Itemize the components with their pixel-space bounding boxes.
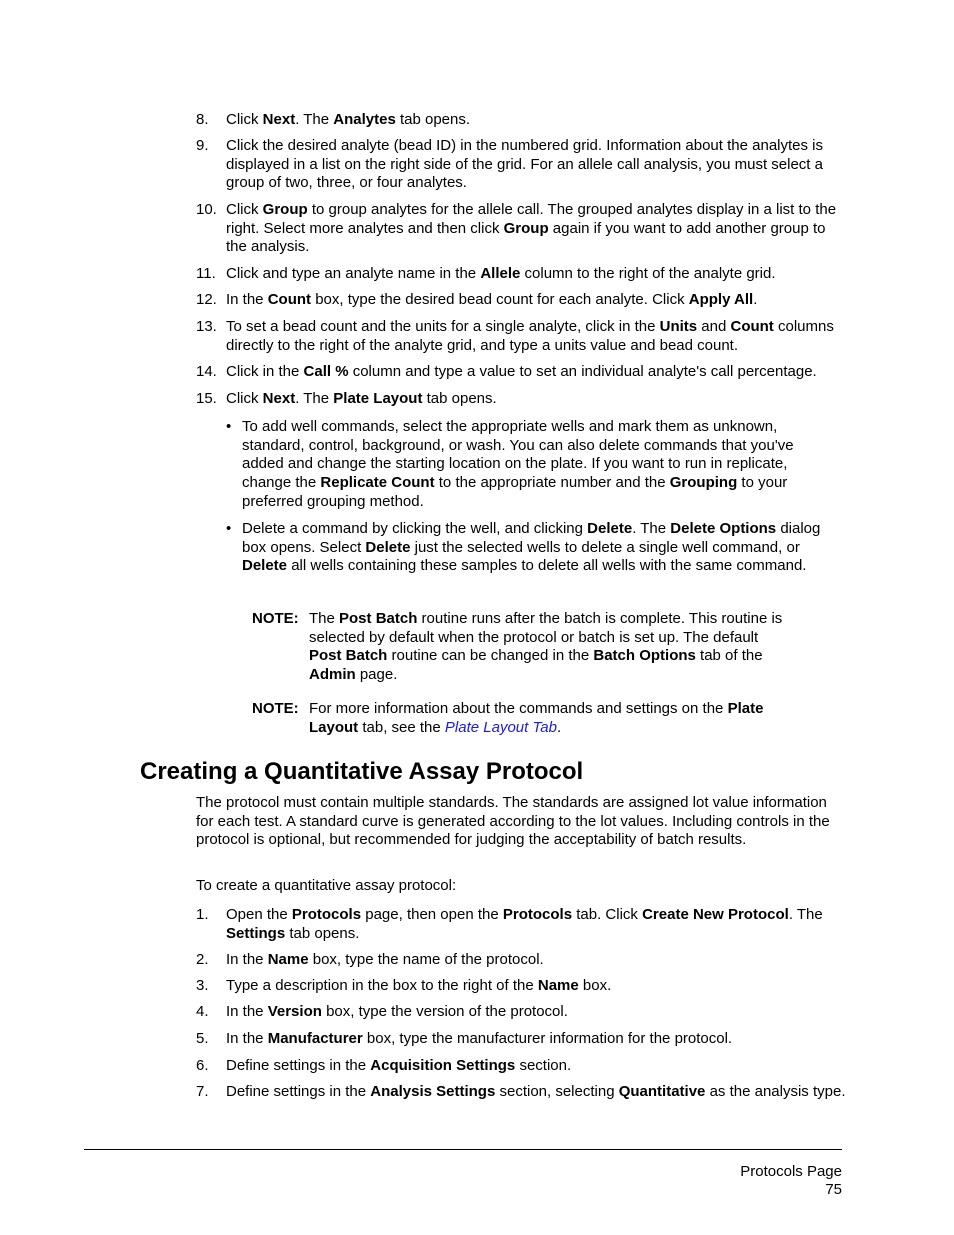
page-footer <box>740 1163 842 1199</box>
bold-term: Units <box>659 318 698 335</box>
step-number: 10. <box>196 201 217 218</box>
note-label: NOTE: <box>252 610 299 627</box>
step-number: 13. <box>196 318 217 335</box>
step-14 <box>196 363 846 382</box>
step-number: 3. <box>196 977 209 994</box>
bold-term: Protocols <box>502 906 573 923</box>
note-plate-layout <box>252 700 792 737</box>
step-number: 1. <box>196 906 209 923</box>
cross-reference-link[interactable]: Plate Layout Tab <box>444 718 557 736</box>
bold-term: Name <box>537 977 579 994</box>
bullet-text: Delete a command by clicking the well, and clicking Delete. The Delete Options dialog box opens. Select Delete just the selected wells to delete a single well command, or Delete all wells containing these samples to delete all wells with the same command. <box>242 520 821 575</box>
bold-term: Allele <box>480 265 521 282</box>
step-text: Click the desired analyte (bead ID) in the numbered grid. Information about the analytes is displayed in a list on the right side of the grid. For an allele call analysis, you must select a group of two, three, or four analytes. <box>226 137 823 192</box>
step-7 <box>196 1083 846 1102</box>
bullet-item <box>226 418 826 512</box>
bold-term: Create New Protocol <box>642 906 789 923</box>
step-text: To set a bead count and the units for a single analyte, click in the Units and Count columns directly to the right of the analyte grid, and type a units value and bead count. <box>226 318 834 354</box>
note-text: The Post Batch routine runs after the batch is complete. This routine is selected by default when the protocol or batch is set up. The default Post Batch routine can be changed in the Batch Options tab of the Admin page. <box>309 610 783 684</box>
step-text: Define settings in the Analysis Settings section, selecting Quantitative as the analysis type. <box>226 1083 846 1100</box>
bullet-item <box>226 520 826 576</box>
step-text: Click Group to group analytes for the allele call. The grouped analytes display in a list to the right. Select more analytes and then click Group again if you want to add another group to the analysis. <box>226 201 837 256</box>
bold-term: Batch Options <box>593 647 696 665</box>
step-number: 12. <box>196 291 217 308</box>
bold-term: Delete <box>242 557 288 575</box>
step-15 <box>196 390 846 409</box>
note-post-batch <box>252 610 792 685</box>
step-number: 7. <box>196 1083 209 1100</box>
step-text: In the Version box, type the version of the protocol. <box>226 1003 568 1020</box>
step-9 <box>196 137 846 193</box>
bold-term: Quantitative <box>618 1083 706 1100</box>
bold-term: Manufacturer <box>267 1030 363 1047</box>
step-text: Click and type an analyte name in the Allele column to the right of the analyte grid. <box>226 265 776 282</box>
step-4 <box>196 1003 846 1022</box>
bold-term: Count <box>267 291 312 308</box>
bold-term: Replicate Count <box>320 474 435 492</box>
note-text: For more information about the commands and settings on the Plate Layout tab, see the Plate Layout Tab. <box>309 700 764 736</box>
step-text: Click Next. The Analytes tab opens. <box>226 111 471 128</box>
bold-term: Grouping <box>669 474 738 492</box>
step-number: 8. <box>196 111 209 128</box>
bold-term: Count <box>730 318 774 335</box>
bold-term: Next <box>262 390 296 407</box>
step-number: 5. <box>196 1030 209 1047</box>
step-1 <box>196 906 846 943</box>
bold-term: Acquisition Settings <box>370 1057 516 1074</box>
bold-term: Group <box>262 201 308 218</box>
bold-term: Next <box>262 111 296 128</box>
step-10 <box>196 201 846 257</box>
bullet-text: To add well commands, select the appropriate wells and mark them as unknown, standard, control, background, or wash. You can also delete commands that you've added and change the starting location on the plate. If you want to run in replicate, change the Replicate Count to the appropriate number and the Grouping to your preferred grouping method. <box>242 418 794 510</box>
step-text: Click Next. The Plate Layout tab opens. <box>226 390 497 407</box>
page-number: 75 <box>825 1181 842 1198</box>
step-2 <box>196 951 846 970</box>
bold-term: Settings <box>226 924 286 942</box>
section-heading: Creating a Quantitative Assay Protocol <box>140 758 584 785</box>
bold-term: Call % <box>303 363 349 380</box>
step-number: 6. <box>196 1057 209 1074</box>
bold-term: Delete Options <box>670 520 777 537</box>
bold-term: Delete <box>365 538 411 556</box>
bold-term: Plate Layout <box>309 700 764 736</box>
step-5 <box>196 1030 846 1049</box>
bold-term: Name <box>267 951 309 968</box>
step-8 <box>196 111 846 130</box>
step-text: Define settings in the Acquisition Settings section. <box>226 1057 572 1074</box>
note-label: NOTE: <box>252 700 299 717</box>
bold-term: Plate Layout <box>333 390 423 407</box>
bold-term: Apply All <box>688 291 754 308</box>
step-number: 11. <box>196 265 216 282</box>
bold-term: Protocols <box>291 906 362 923</box>
step-12 <box>196 291 846 310</box>
step-13 <box>196 318 846 355</box>
step-text: In the Name box, type the name of the protocol. <box>226 951 544 968</box>
intro-paragraph: The protocol must contain multiple standards. The standards are assigned lot value information for each test. A standard curve is generated according to the lot values. Including controls in the protocol is optional, but recommended for judging the acceptability of batch results. <box>196 794 830 849</box>
bold-term: Analytes <box>333 111 396 128</box>
bold-term: Version <box>267 1003 322 1020</box>
lead-paragraph: To create a quantitative assay protocol: <box>196 877 457 894</box>
bold-term: Group <box>503 219 549 237</box>
bullet-glyph: • <box>226 418 232 435</box>
footer-divider <box>84 1149 842 1150</box>
step-text: Click in the Call % column and type a value to set an individual analyte's call percentage. <box>226 363 817 380</box>
step-number: 4. <box>196 1003 209 1020</box>
bold-term: Analysis Settings <box>370 1083 496 1100</box>
bold-term: Post Batch <box>339 610 418 627</box>
bullet-glyph: • <box>226 520 232 537</box>
step-6 <box>196 1057 846 1076</box>
bold-term: Admin <box>309 666 356 684</box>
step-text: In the Count box, type the desired bead count for each analyte. Click Apply All. <box>226 291 758 308</box>
step-number: 2. <box>196 951 209 968</box>
step-text: Type a description in the box to the right of the Name box. <box>226 977 612 994</box>
step-number: 15. <box>196 390 217 407</box>
step-text: Open the Protocols page, then open the Protocols tab. Click Create New Protocol. The Settings tab opens. <box>226 906 823 942</box>
bold-term: Delete <box>587 520 633 537</box>
step-text: In the Manufacturer box, type the manufacturer information for the protocol. <box>226 1030 733 1047</box>
step-11 <box>196 265 846 284</box>
step-number: 14. <box>196 363 217 380</box>
footer-title: Protocols Page <box>740 1163 842 1180</box>
step-3 <box>196 977 846 996</box>
step-number: 9. <box>196 137 209 154</box>
bold-term: Post Batch <box>309 647 388 665</box>
